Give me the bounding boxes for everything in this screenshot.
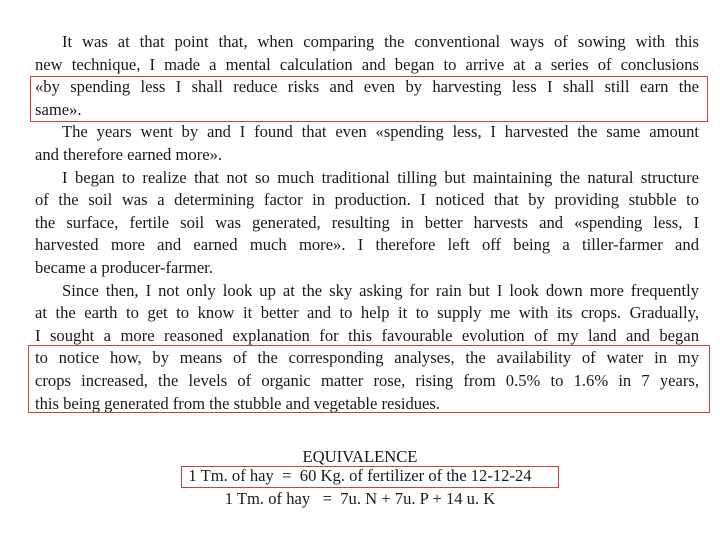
equivalence-line-1: 1 Tm. of hay = 60 Kg. of fertilizer of the 12-12-24	[188, 466, 532, 485]
text-line: It was at that point that, when comparing the conventional ways of sowing with this	[62, 32, 699, 51]
text-line: to notice how, by means of the corresponding analyses, the availability of water in my	[35, 348, 699, 368]
equivalence-title: EQUIVALENCE	[302, 447, 418, 466]
text-line: at the earth to get to know it better and to help it to supply me with its crops. Gradually,	[35, 303, 699, 323]
text-line: this being generated from the stubble and vegetable residues.	[35, 393, 441, 413]
text-line: «by spending less I shall reduce risks and even by harvesting less I shall still earn the	[35, 77, 699, 97]
text-line: harvested more and earned much more». I therefore left off being a tiller-farmer and	[35, 235, 699, 255]
text-line: same».	[35, 99, 82, 119]
text-line: crops increased, the levels of organic matter rose, rising from 0.5% to 1.6% in 7 years,	[35, 370, 699, 390]
text-line: The years went by and I found that even «spending less, I harvested the same amount	[62, 122, 699, 142]
text-line: became a producer-farmer.	[35, 257, 213, 277]
text-line: I sought a more reasoned explanation for this favourable evolution of my land and began	[35, 325, 699, 345]
text-line: I began to realize that not so much traditional tilling but maintaining the natural structure	[62, 167, 699, 187]
body-text	[35, 31, 699, 415]
text-line: new technique, I made a mental calculation and began to arrive at a series of conclusions	[35, 54, 699, 74]
text-line: and therefore earned more».	[35, 144, 223, 164]
text-line: the surface, fertile soil was generated, resulting in better harvests and «spending less, I	[35, 212, 699, 232]
text-line: Since then, I not only look up at the sky asking for rain but I look down more frequently	[62, 280, 699, 300]
text-line: of the soil was a determining factor in production. I noticed that by providing stubble to	[35, 190, 699, 210]
equivalence-line-2: 1 Tm. of hay = 7u. N + 7u. P + 14 u. K	[224, 489, 496, 508]
